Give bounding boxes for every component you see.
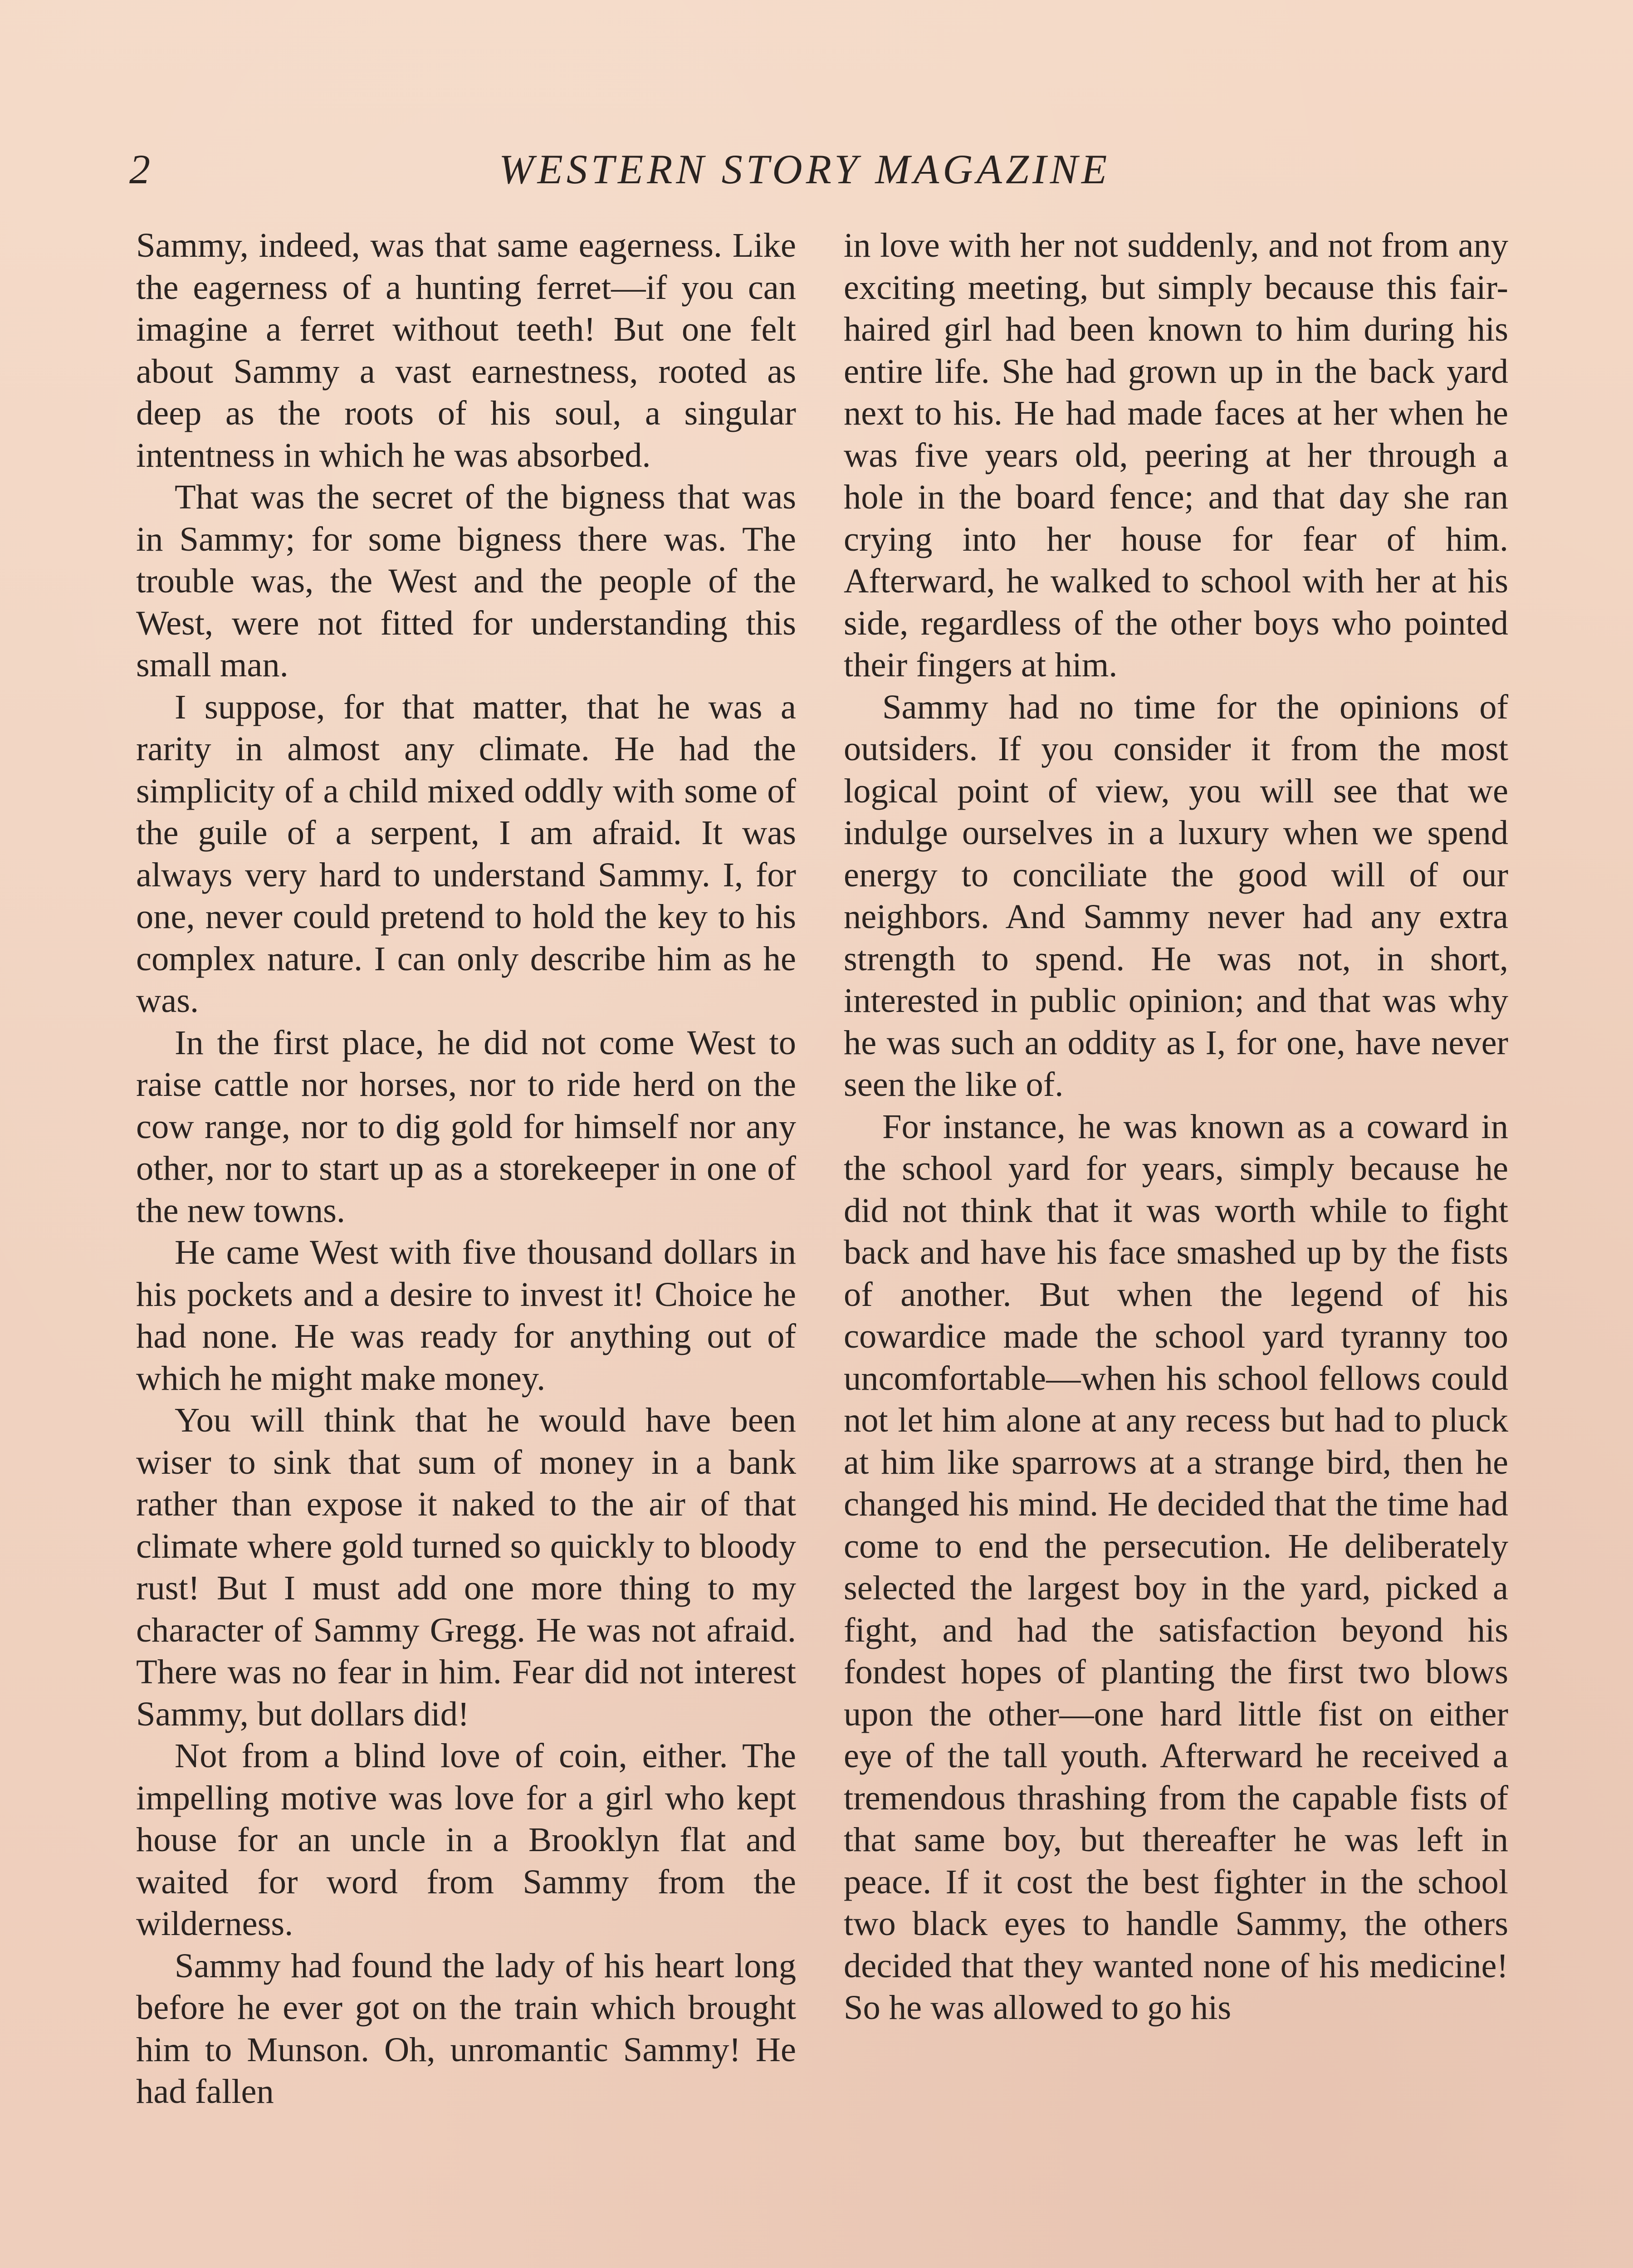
- paragraph: In the first place, he did not come West to raise cattle nor horses, nor to ride herd on the cow range, nor to dig gold for himself nor any other, nor to start up as a storekeeper in one of the new towns.: [136, 1023, 796, 1230]
- paragraph: You will think that he would have been wiser to sink that sum of money in a bank rather than expose it naked to the air of that climate where gold turned so quickly to bloody rust! But I must add one more thing to my character of Sammy Gregg. He was not afraid. There was no fear in him. Fear did not interest Sammy, but dollars did!: [136, 1401, 796, 1733]
- paragraph: I suppose, for that matter, that he was a rarity in almost any climate. He had the simplicity of a child mixed oddly with some of the guile of a serpent, I am afraid. It was always very hard to understand Sammy. I, for one, never could pretend to hold the key to his complex nature. I can only describe him as he was.: [136, 687, 796, 1020]
- paragraph: in love with her not suddenly, and not from any exciting meeting, but simply because this fair-haired girl had been known to him during his entire life. She had grown up in the back yard next to his. He had made faces at her when he was five years old, peering at her through a hole in the board fence; and that day she ran crying into her house for fear of him. Afterward, he walked to school with her at his side, regardless of the other boys who pointed their fingers at him.: [844, 226, 1508, 684]
- paragraph: Sammy had found the lady of his heart long before he ever got on the train which brought him to Munson. Oh, unromantic Sammy! He had fallen: [136, 1946, 796, 2111]
- page-number: 2: [129, 146, 151, 192]
- paragraph: That was the secret of the bigness that was in Sammy; for some bigness there was. The trouble was, the West and the people of the West, were not fitted for understanding this small man.: [136, 478, 796, 684]
- paragraph: For instance, he was known as a coward in the school yard for years, simply because he did not think that it was worth while to fight back and have his face smashed up by the fists of another. But when the legend of his cowardice made the school yard tyranny too uncomfortable—when his school fellows could not let him alone at any recess but had to pluck at him like sparrows at a strange bird, then he changed his mind. He decided that the time had come to end the persecution. He deliberately selected the largest boy in the yard, picked a fight, and had the satisfaction beyond his fondest hopes of planting the first two blows upon the other—one hard little fist on either eye of the tall youth. Afterward he received a tremendous thrashing from the capable fists of that same boy, but thereafter he was left in peace. If it cost the best fighter in the school two black eyes to handle Sammy, the others decided that they wanted none of his medicine! So he was allowed to go his: [844, 1107, 1508, 2027]
- left-column: [136, 225, 796, 2113]
- right-column: [844, 225, 1508, 2029]
- paragraph: He came West with five thousand dollars in his pockets and a desire to invest it! Choice he had none. He was ready for anything out of which he might make money.: [136, 1233, 796, 1398]
- paragraph: Not from a blind love of coin, either. The impelling motive was love for a girl who kept house for an uncle in a Brooklyn flat and waited for word from Sammy from the wilderness.: [136, 1736, 796, 1943]
- paragraph: Sammy, indeed, was that same eagerness. Like the eagerness of a hunting ferret—if you can imagine a ferret without teeth! But one felt about Sammy a vast earnestness, rooted as deep as the roots of his soul, a singular intentness in which he was absorbed.: [136, 226, 796, 474]
- paragraph: Sammy had no time for the opinions of outsiders. If you consider it from the most logical point of view, you will see that we indulge ourselves in a luxury when we spend energy to conciliate the good will of our neighbors. And Sammy never had any extra strength to spend. He was not, in short, interested in public opinion; and that was why he was such an oddity as I, for one, have never seen the like of.: [844, 687, 1508, 1104]
- page-header: [0, 136, 1633, 204]
- running-title: WESTERN STORY MAGAZINE: [499, 146, 1111, 192]
